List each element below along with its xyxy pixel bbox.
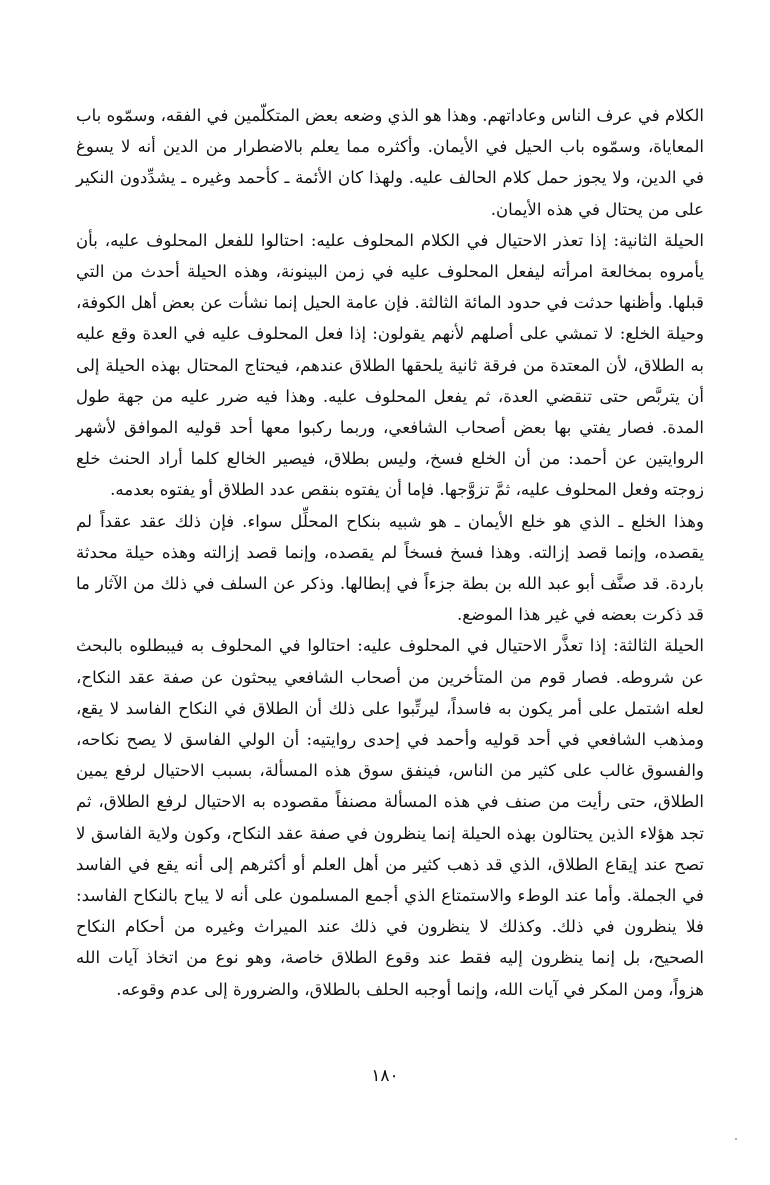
scan-speck — [735, 1138, 737, 1140]
paragraph-3: وهذا الخلع ـ الذي هو خلع الأيمان ـ هو شبيه بنكاح المحلِّل سواء. فإن ذلك عقد عقداً لم يقصده، وإنما قصد إزالته. وهذا فسخ فسخاً لم يقصده، وإنما قصد إزالته وهذه حيلة محدثة باردة. قد صنَّف أبو عبد الله بن بطة جزءاً في إبطالها. وذكر عن السلف في ذلك من الآثار ما قد ذكرت بعضه في غير هذا الموضع. — [76, 511, 704, 625]
paragraph-4: الحيلة الثالثة: إذا تعذَّر الاحتيال في المحلوف عليه: احتالوا في المحلوف به فيبطلوه بالبحث عن شروطه. فصار قوم من المتأخرين من أصحاب الشافعي يبحثون عن صفة عقد النكاح، لعله اشتمل على أمر يكون به فاسداً، ليرتِّبوا على ذلك أن الطلاق في النكاح الفاسد لا يقع، ومذهب الشافعي في أحد قوليه وأحمد في إحدى روايتيه: أن الولي الفاسق لا يصح نكاحه، والفسوق غالب على كثير من الناس، فينفق سوق هذه المسألة، بسبب الاحتيال لرفع يمين الطلاق، حتى رأيت من صنف في هذه المسألة مصنفاً مقصوده به الاحتيال لرفع الطلاق، ثم تجد هؤلاء الذين يحتالون بهذه الحيلة إنما ينظرون في صفة عقد النكاح، وكون ولاية الفاسق لا تصح عند إيقاع الطلاق، الذي قد ذهب كثير من أهل العلم أو أكثرهم إلى أنه يقع في الفاسد في الجملة. وأما عند الوطء والاستمتاع الذي أجمع المسلمون على أنه لا يباح بالنكاح الفاسد: فلا ينظرون في ذلك. وكذلك لا ينظرون في ذلك عند الميراث وغيره من أحكام النكاح الصحيح، بل إنما ينظرون إليه فقط عند وقوع الطلاق خاصة، وهو نوع من اتخاذ آيات الله هزواً، ومن المكر في آيات الله، وإنما أوجبه الحلف بالطلاق، والضرورة إلى عدم وقوعه. — [76, 636, 704, 999]
paragraph-2: الحيلة الثانية: إذا تعذر الاحتيال في الكلام المحلوف عليه: احتالوا للفعل المحلوف عليه، بأن يأمروه بمخالعة امرأته ليفعل المحلوف عليه في زمن البينونة، وهذه الحيلة أحدث من التي قبلها. وأظنها حدثت في حدود المائة الثالثة. فإن عامة الحيل إنما نشأت عن بعض أهل الكوفة، وحيلة الخلع: لا تمشي على أصلهم لأنهم يقولون: إذا فعل المحلوف عليه في العدة وقع عليه به الطلاق، لأن المعتدة من فرقة ثانية يلحقها الطلاق عندهم، فيحتاج المحتال بهذه الحيلة إلى أن يتربَّص حتى تنقضي العدة، ثم يفعل المحلوف عليه. وهذا فيه ضرر عليه من جهة طول المدة. فصار يفتي بها بعض أصحاب الشافعي، وربما ركبوا معها أحد قوليه الموافق لأشهر الروايتين عن أحمد: من أن الخلع فسخ، وليس بطلاق، فيصير الخالع كلما أراد الحنث خلع زوجته وفعل المحلوف عليه، ثمَّ تزوَّجها. فإما أن يفتوه بنقص عدد الطلاق أو يفتوه بعدمه. — [76, 230, 704, 500]
paragraph-1: الكلام في عرف الناس وعاداتهم. وهذا هو الذي وضعه بعض المتكلّمين في الفقه، وسمّوه باب المعاياة، وسمّوه باب الحيل في الأيمان. وأكثره مما يعلم بالاضطرار من الدين أنه لا يسوغ في الدين، ولا يجوز حمل كلام الحالف عليه. ولهذا كان الأئمة ـ كأحمد وغيره ـ يشدِّدون النكير على من يحتال في هذه الأيمان. — [76, 106, 704, 219]
body-text — [76, 100, 704, 1005]
page-number: ١٨٠ — [371, 1066, 399, 1086]
